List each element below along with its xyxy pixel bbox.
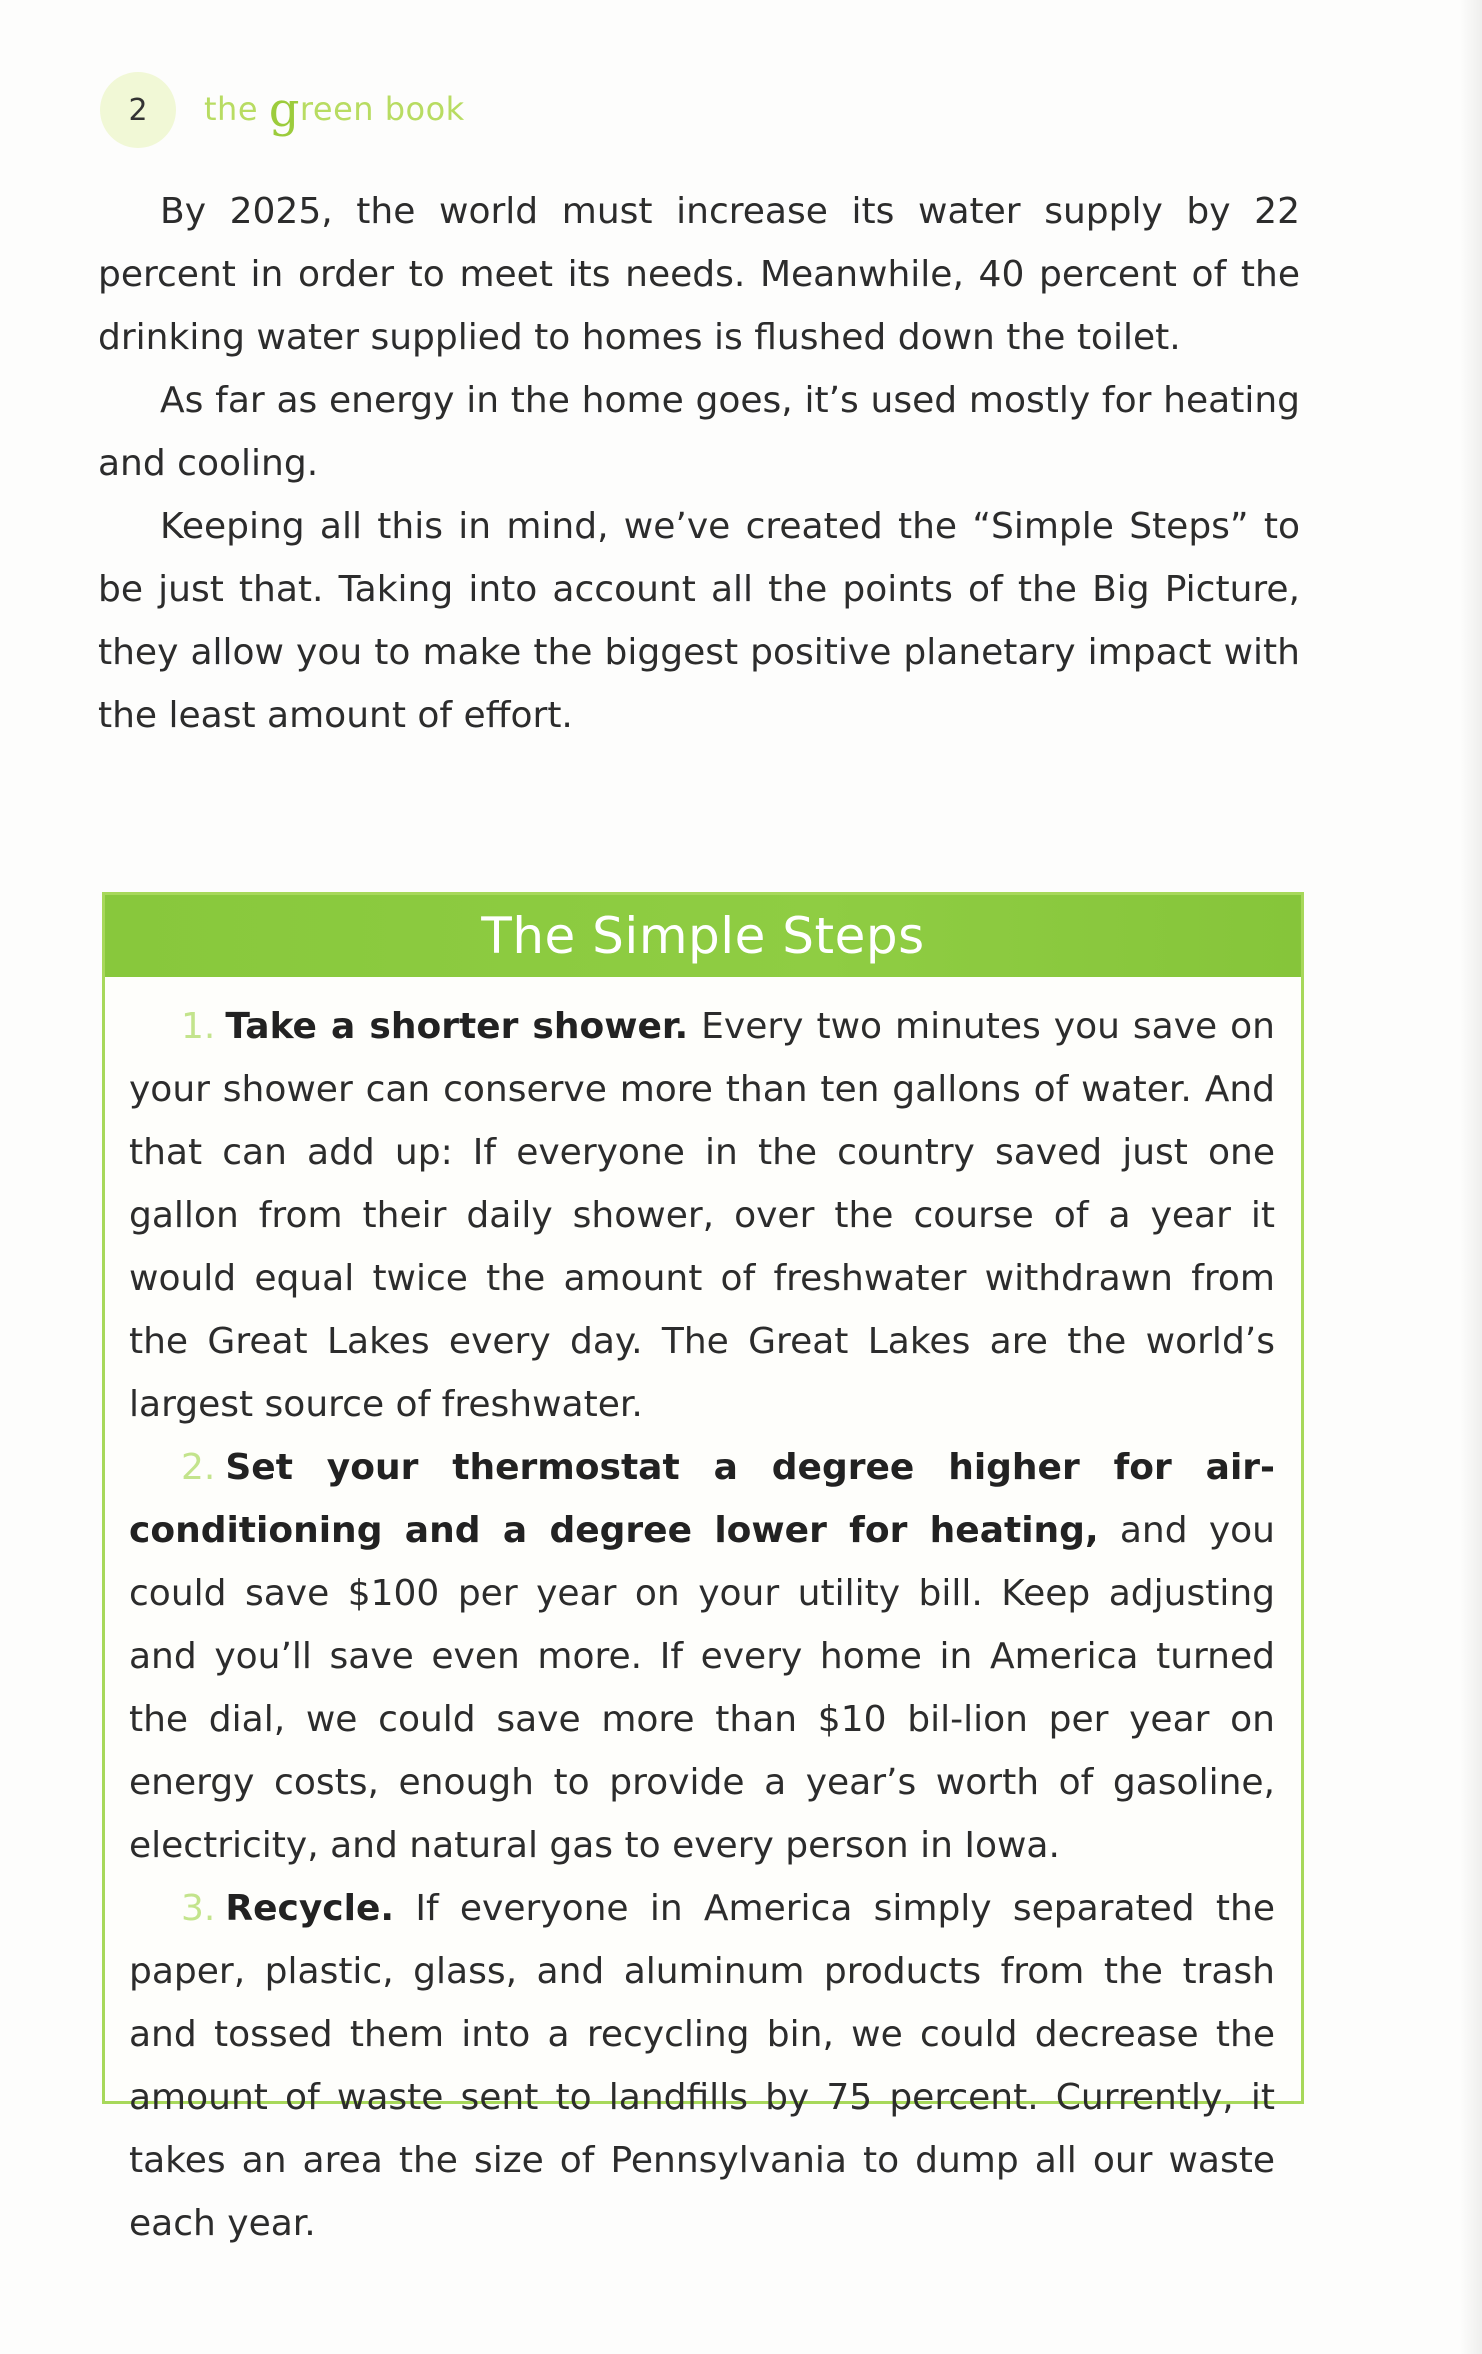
running-head-pre: the — [204, 90, 269, 128]
intro-paragraph: As far as energy in the home goes, it’s used mostly for heating and cooling. — [98, 380, 1300, 484]
running-head-g: g — [268, 82, 300, 138]
step-text: and you could save $100 per year on your utility bill. Keep adjusting and you’ll save even more. If every home in America turned the dial, we could save more than $10 bil-lion per year on energy costs, enough to provide a year’s worth of gasoline, electricity, and natural gas to every person in Iowa. — [129, 1510, 1275, 1866]
intro-text — [98, 180, 1300, 747]
step-number: 2. — [181, 1447, 216, 1488]
step-number: 1. — [181, 1006, 216, 1047]
intro-paragraph: Keeping all this in mind, we’ve created the “Simple Steps” to be just that. Taking into account all the points of the Big Picture, they allow you to make the biggest positive planetary impact with the least amount of effort. — [98, 506, 1300, 736]
step-item — [129, 995, 1275, 1436]
running-head — [204, 82, 465, 138]
simple-steps-box — [102, 892, 1304, 2244]
step-text: Every two minutes you save on your shower can conserve more than ten gallons of water. And that can add up: If everyone in the country saved just one gallon from their daily shower, over the course of a year it would equal twice the amount of freshwater withdrawn from the Great Lakes every day. The Great Lakes are the world’s largest source of freshwater. — [129, 1006, 1275, 1425]
step-lead: Take a shorter shower. — [225, 1006, 689, 1047]
step-item — [129, 1436, 1275, 1877]
step-text: If everyone in America simply separated the paper, plastic, glass, and aluminum products from the trash and tossed them into a recycling bin, we could decrease the amount of waste sent to landfills by 75 percent. Currently, it takes an area the size of Pennsylvania to dump all our waste each year. — [129, 1888, 1275, 2244]
step-lead: Recycle. — [225, 1888, 395, 1929]
step-item — [129, 1877, 1275, 2255]
simple-steps-list — [105, 977, 1301, 2255]
step-lead: Set your thermostat a degree higher for air-conditioning and a degree lower for heating, — [129, 1447, 1275, 1551]
page-number: 2 — [128, 92, 148, 128]
page-header — [100, 72, 465, 148]
simple-steps-title-bar — [105, 895, 1301, 977]
running-head-post: reen book — [299, 90, 465, 128]
intro-paragraph: By 2025, the world must increase its water supply by 22 percent in order to meet its needs. Meanwhile, 40 percent of the drinking water supplied to homes is flushed down the toilet. — [98, 191, 1300, 358]
page-number-badge — [100, 72, 176, 148]
step-number: 3. — [181, 1888, 216, 1929]
simple-steps-title: The Simple Steps — [481, 907, 925, 965]
page-edge-shadow — [1460, 0, 1482, 2354]
